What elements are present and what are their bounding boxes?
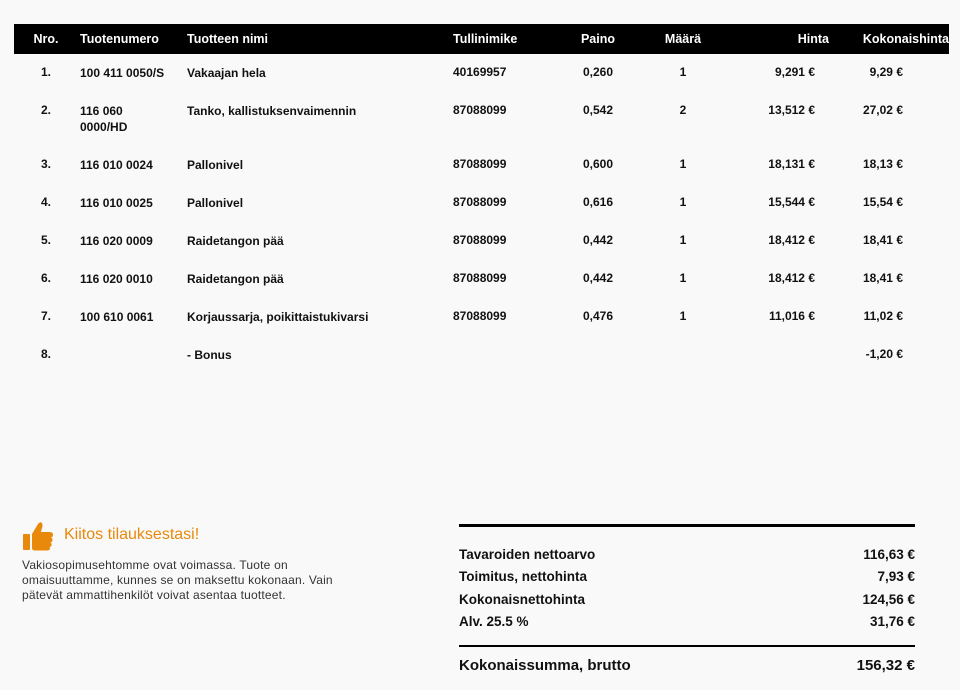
- table-row: [14, 297, 949, 335]
- totals-row: [459, 566, 915, 589]
- cell-weight: 0,600: [582, 157, 614, 171]
- totals-row: [459, 611, 915, 634]
- header-product-number: Tuotenumero: [78, 24, 187, 54]
- grand-total-row: [459, 657, 915, 674]
- cell-quantity: 1: [679, 233, 687, 247]
- totals-value: 7,93 €: [877, 569, 915, 585]
- cell-product-name: Raidetangon pää: [187, 272, 284, 286]
- header-weight: Paino: [553, 24, 643, 54]
- table-row: [14, 54, 949, 91]
- totals-label: Toimitus, nettohinta: [459, 569, 587, 585]
- cell-total: 18,13 €: [862, 157, 903, 171]
- cell-product-number: 116 010 0025: [80, 196, 153, 210]
- totals-bottom-divider: [459, 645, 915, 647]
- cell-total: 9,29 €: [869, 65, 903, 79]
- totals-row: [459, 588, 915, 611]
- cell-weight: 0,442: [582, 271, 614, 285]
- totals-label: Tavaroiden nettoarvo: [459, 546, 596, 562]
- cell-product-number: 116 060 0000/HD: [80, 104, 128, 134]
- cell-total: 18,41 €: [862, 233, 903, 247]
- cell-price: 11,016 €: [768, 309, 815, 323]
- cell-customs-code: 87088099: [453, 157, 507, 171]
- cell-price: [723, 335, 829, 373]
- cell-customs-code: 87088099: [453, 233, 507, 247]
- header-price: Hinta: [723, 24, 829, 54]
- totals-summary: [459, 524, 915, 674]
- cell-nro: 8.: [40, 347, 51, 361]
- grand-total-label: Kokonaissumma, brutto: [459, 657, 631, 674]
- cell-weight: 0,476: [582, 309, 614, 323]
- table-row: [14, 221, 949, 259]
- cell-total: -1,20 €: [865, 347, 903, 361]
- cell-product-name: Korjaussarja, poikittaistukivarsi: [187, 310, 369, 324]
- cell-customs-code: 87088099: [453, 103, 507, 117]
- cell-price: 9,291 €: [774, 65, 815, 79]
- table-row: [14, 335, 949, 373]
- cell-total: 27,02 €: [862, 103, 903, 117]
- cell-nro: 1.: [40, 65, 51, 79]
- cell-weight: [553, 335, 643, 373]
- cell-quantity: 1: [679, 271, 687, 285]
- cell-price: 18,412 €: [768, 233, 815, 247]
- cell-product-number: 116 020 0009: [80, 234, 153, 248]
- table-row: [14, 183, 949, 221]
- cell-customs-code: 87088099: [453, 195, 507, 209]
- cell-product-number: 116 020 0010: [80, 272, 153, 286]
- cell-product-name: Pallonivel: [187, 158, 244, 172]
- cell-product-name: Raidetangon pää: [187, 234, 284, 248]
- header-quantity: Määrä: [643, 24, 723, 54]
- cell-price: 18,412 €: [768, 271, 815, 285]
- thank-you-title: Kiitos tilauksestasi!: [64, 526, 200, 543]
- cell-customs-code: 87088099: [453, 309, 507, 323]
- cell-customs-code: 40169957: [453, 65, 507, 79]
- cell-quantity: 1: [679, 65, 687, 79]
- thumbs-up-icon: [22, 520, 54, 552]
- cell-total: 11,02 €: [863, 309, 903, 323]
- totals-label: Kokonaisnettohinta: [459, 591, 586, 607]
- cell-quantity: 1: [679, 195, 687, 209]
- cell-product-name: - Bonus: [187, 348, 232, 362]
- cell-product-number: 100 411 0050/S: [80, 66, 165, 80]
- totals-value: 116,63 €: [863, 546, 915, 562]
- cell-product-number: 100 610 0061: [80, 310, 154, 324]
- cell-price: 15,544 €: [768, 195, 815, 209]
- cell-quantity: 1: [679, 157, 687, 171]
- table-row: [14, 91, 949, 145]
- totals-top-divider: [459, 524, 915, 527]
- cell-weight: 0,442: [582, 233, 614, 247]
- header-customs-code: Tullinimike: [453, 24, 553, 54]
- cell-customs-code: [453, 335, 553, 373]
- cell-product-number: [78, 335, 187, 373]
- cell-total: 18,41 €: [862, 271, 903, 285]
- cell-nro: 2.: [40, 103, 51, 117]
- grand-total-value: 156,32 €: [856, 657, 915, 674]
- totals-rows: [459, 543, 915, 633]
- cell-weight: 0,542: [582, 103, 614, 117]
- cell-quantity: [643, 335, 723, 373]
- cell-product-name: Pallonivel: [187, 196, 244, 210]
- cell-nro: 7.: [40, 309, 51, 323]
- cell-nro: 5.: [40, 233, 51, 247]
- thank-you-header: [22, 520, 352, 552]
- totals-value: 31,76 €: [869, 614, 915, 630]
- cell-price: 13,512 €: [768, 103, 815, 117]
- order-items-table: [14, 24, 949, 373]
- cell-quantity: 1: [679, 309, 687, 323]
- totals-value: 124,56 €: [862, 591, 915, 607]
- cell-weight: 0,260: [582, 65, 614, 79]
- cell-customs-code: 87088099: [453, 271, 507, 285]
- thank-you-note: [22, 520, 352, 603]
- cell-weight: 0,616: [582, 195, 614, 209]
- cell-nro: 6.: [40, 271, 51, 285]
- totals-label: Alv. 25.5 %: [459, 614, 529, 630]
- totals-row: [459, 543, 915, 566]
- table-row: [14, 145, 949, 183]
- table-header-row: [14, 24, 949, 54]
- header-total: Kokonaishinta: [829, 24, 949, 54]
- cell-product-name: Tanko, kallistuksenvaimennin: [187, 104, 357, 118]
- cell-nro: 3.: [40, 157, 51, 171]
- cell-total: 15,54 €: [862, 195, 903, 209]
- cell-product-number: 116 010 0024: [80, 158, 153, 172]
- cell-quantity: 2: [679, 103, 687, 117]
- terms-text: Vakiosopimusehtomme ovat voimassa. Tuote on omaisuuttamme, kunnes se on maksettu kokonaan. Vain pätevät ammattihenkilöt voivat asentaa tuotteet.: [22, 558, 333, 602]
- header-product-name: Tuotteen nimi: [187, 24, 453, 54]
- header-nro: Nro.: [14, 24, 78, 54]
- cell-product-name: Vakaajan hela: [187, 66, 266, 80]
- cell-price: 18,131 €: [768, 157, 815, 171]
- table-row: [14, 259, 949, 297]
- cell-nro: 4.: [40, 195, 51, 209]
